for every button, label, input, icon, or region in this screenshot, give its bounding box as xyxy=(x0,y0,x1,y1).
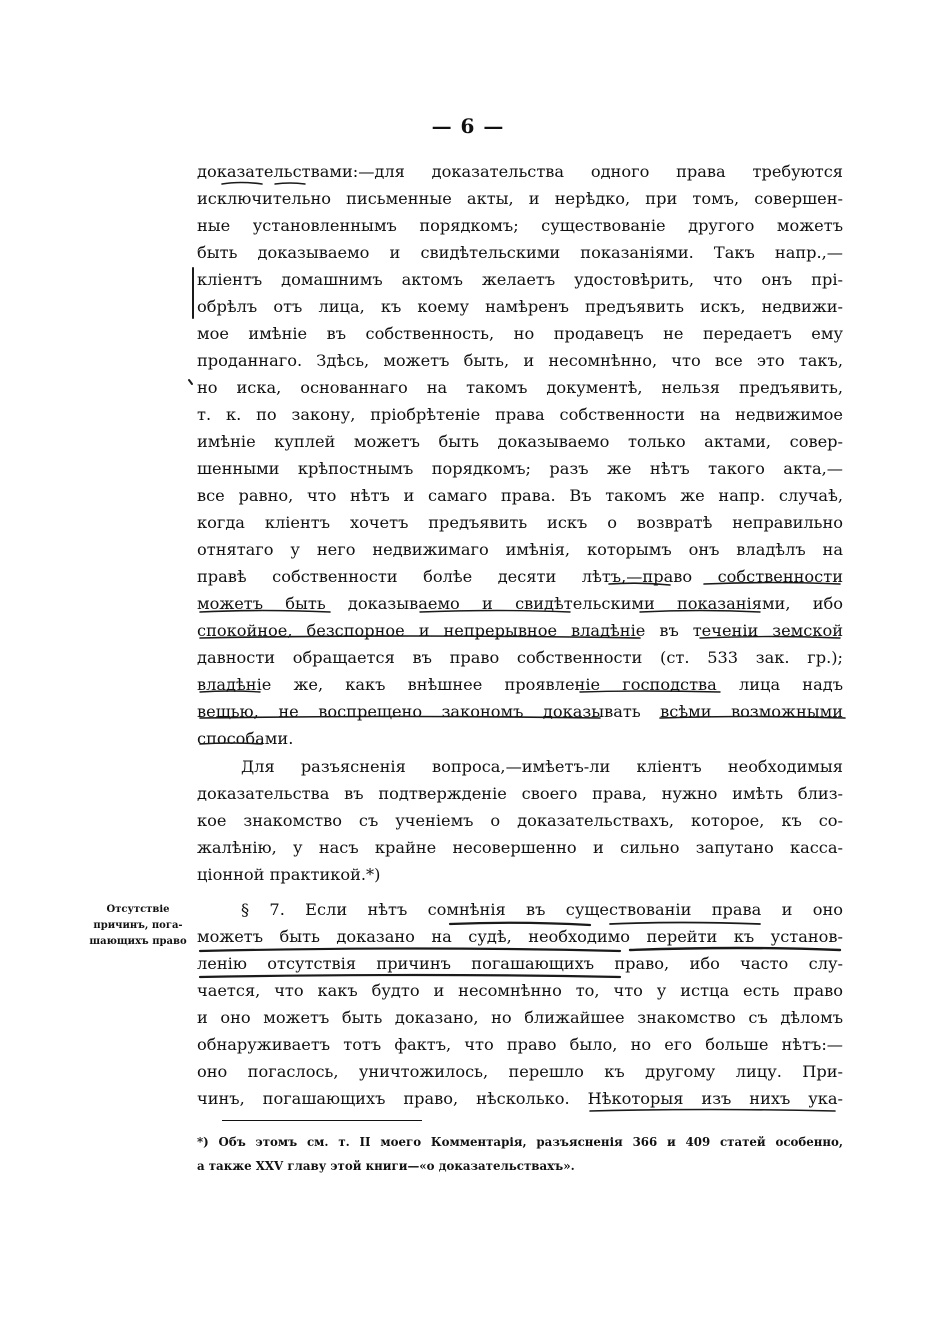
text-line: оно погаслось, уничтожилось, перешло къ другому лицу. При- xyxy=(197,1062,843,1081)
page-number: — 6 — xyxy=(431,114,505,138)
paragraph-1 xyxy=(197,158,843,752)
text-line: доказательства въ подтвержденіе своего права, нужно имѣть близ- xyxy=(197,784,843,803)
text-line: обрѣлъ отъ лица, къ коему намѣренъ предъявить искъ, недвижи- xyxy=(197,297,843,316)
text-line: кліентъ домашнимъ актомъ желаетъ удостовѣрить, что онъ прі- xyxy=(197,270,843,289)
text-line: Для разъясненія вопроса,—имѣетъ-ли кліентъ необходимыя xyxy=(241,757,843,776)
paragraph-2 xyxy=(197,753,843,888)
text-line: и оно можетъ быть доказано, но ближайшее знакомство съ дѣломъ xyxy=(197,1008,843,1027)
margin-mark xyxy=(189,380,192,384)
text-line: ные установленнымъ порядкомъ; существованіе другого можетъ xyxy=(197,216,843,235)
margin-note-line: причинъ, пога- xyxy=(93,920,183,931)
text-line: вещью, не воспрещено закономъ доказывать всѣми возможными xyxy=(197,702,843,721)
text-line: спокойное, безспорное и непрерывное владѣніе въ теченіи земской xyxy=(197,621,843,640)
text-line: можетъ быть доказываемо и свидѣтельскими показаніями, ибо xyxy=(197,594,843,613)
text-line: можетъ быть доказано на судѣ, необходимо перейти къ установ- xyxy=(197,927,843,946)
text-line: владѣніе же, какъ внѣшнее проявленіе господства лица надъ xyxy=(197,675,843,694)
text-line: проданнаго. Здѣсь, можетъ быть, и несомнѣнно, что все это такъ, xyxy=(197,351,843,370)
text-line: мое имѣніе въ собственность, но продавецъ не передаетъ ему xyxy=(197,324,843,343)
text-line: правѣ собственности болѣе десяти лѣтъ,—право собственности xyxy=(197,567,843,586)
text-line: способами. xyxy=(197,729,294,748)
footnote-line: *) Объ этомъ см. т. II моего Комментарія, разъясненія 366 и 409 статей особенно, xyxy=(197,1135,843,1149)
text-line: исключительно письменные акты, и нерѣдко, при томъ, совершен- xyxy=(197,189,843,208)
text-line: когда кліентъ хочетъ предъявить искъ о возвратѣ неправильно xyxy=(197,513,843,532)
text-line: § 7. Если нѣтъ сомнѣнія въ существованіи права и оно xyxy=(241,900,843,919)
text-line: доказательствами:—для доказательства одного права требуются xyxy=(197,162,843,181)
text-line: имѣніе куплей можетъ быть доказываемо только актами, совер- xyxy=(197,432,843,451)
text-line: чается, что какъ будто и несомнѣнно то, что у истца есть право xyxy=(197,981,843,1000)
text-line: ціонной практикой.*) xyxy=(197,865,381,884)
margin-note-line: Отсутствіе xyxy=(106,904,170,915)
text-line: давности обращается въ право собственности (ст. 533 зак. гр.); xyxy=(197,648,843,667)
text-line: ленію отсутствія причинъ погашающихъ право, ибо часто слу- xyxy=(197,954,843,973)
footnote-line: а также XXV главу этой книги—«о доказательствахъ». xyxy=(197,1159,575,1173)
text-line: чинъ, погашающихъ право, нѣсколько. Нѣкоторыя изъ нихъ ука- xyxy=(197,1089,843,1108)
text-line: но иска, основаннаго на такомъ документѣ, нельзя предъявить, xyxy=(197,378,843,397)
text-line: все равно, что нѣтъ и самаго права. Въ такомъ же напр. случаѣ, xyxy=(197,486,843,505)
footnote xyxy=(197,1130,843,1178)
text-line: шенными крѣпостнымъ порядкомъ; разъ же нѣтъ такого акта,— xyxy=(197,459,843,478)
section-7-paragraph xyxy=(197,896,843,1112)
text-line: кое знакомство съ ученіемъ о доказательствахъ, которое, къ со- xyxy=(197,811,843,830)
text-line: быть доказываемо и свидѣтельскими показаніями. Такъ напр.,— xyxy=(197,243,843,262)
margin-note xyxy=(84,902,192,950)
text-line: т. к. по закону, пріобрѣтеніе права собственности на недвижимое xyxy=(197,405,843,424)
margin-note-line: шающихъ право xyxy=(89,936,187,947)
text-line: обнаруживаетъ тотъ фактъ, что право было, но его больше нѣтъ:— xyxy=(197,1035,843,1054)
footnote-divider xyxy=(222,1120,422,1121)
text-line: отнятаго у него недвижимаго имѣнія, которымъ онъ владѣлъ на xyxy=(197,540,843,559)
text-line: жалѣнію, у насъ крайне несовершенно и сильно запутано касса- xyxy=(197,838,843,857)
